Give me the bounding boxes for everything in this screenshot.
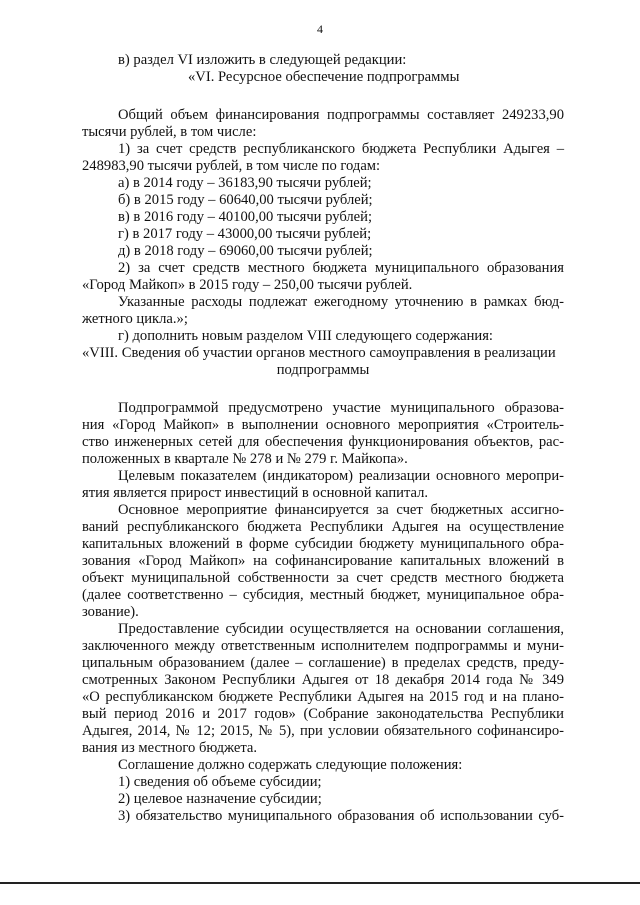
text-line: 248983,90 тысячи рублей, в том числе по годам: (82, 158, 381, 174)
text-line: д) в 2018 году – 69060,00 тысячи рублей; (118, 243, 373, 259)
text-line: объект муниципальной собственности за счет средств местного бюджета (82, 570, 564, 586)
text-line: вания из местного бюджета. (82, 740, 258, 756)
text-line: а) в 2014 году – 36183,90 тысячи рублей; (118, 175, 372, 191)
text-line: ство инженерных сетей для обеспечения функционирования объектов, рас- (82, 434, 564, 450)
text-line: Подпрограммой предусмотрено участие муниципального образова- (118, 400, 564, 416)
text-line: (далее соответственно – субсидия, местный бюджет, муниципальное обра- (82, 587, 564, 603)
text-line: б) в 2015 году – 60640,00 тысячи рублей; (118, 192, 373, 208)
text-line: капитальных вложений в форме субсидии бюджету муниципального обра- (82, 536, 564, 552)
text-line: заключенного между ответственным исполнителем подпрограммы и муни- (82, 638, 564, 654)
text-line: г) в 2017 году – 43000,00 тысячи рублей; (118, 226, 372, 242)
text-line: Предоставление субсидии осуществляется на основании соглашения, (118, 621, 564, 637)
text-line: ципальным образованием (далее – соглашение) в пределах средств, преду- (82, 655, 564, 671)
text-line: ятия является прирост инвестиций в основной капитал. (82, 485, 429, 501)
page-number: 4 (317, 22, 323, 36)
text-line: 2) за счет средств местного бюджета муниципального образования (118, 260, 564, 276)
text-line: г) дополнить новым разделом VIII следующего содержания: (118, 328, 493, 344)
text-line: Указанные расходы подлежат ежегодному уточнению в рамках бюд- (118, 294, 564, 310)
text-line: Целевым показателем (индикатором) реализации основного меропри- (118, 468, 564, 484)
text-line: 3) обязательство муниципального образования об использовании суб- (118, 808, 564, 824)
text-line: 1) сведения об объеме субсидии; (118, 774, 322, 790)
section-heading: подпрограммы (276, 362, 370, 378)
text-line: Общий объем финансирования подпрограммы составляет 249233,90 (118, 107, 564, 123)
text-line: 1) за счет средств республиканского бюджета Республики Адыгея – (118, 141, 564, 157)
text-line: вый период 2016 и 2017 годов» (Собрание законодательства Республики (82, 706, 564, 722)
text-line: «Город Майкоп» в 2015 году – 250,00 тысячи рублей. (82, 277, 413, 293)
text-line: жетного цикла.»; (82, 311, 188, 327)
text-line: смотренных Законом Республики Адыгея от 18 декабря 2014 года № 349 (82, 672, 564, 688)
section-heading: «VI. Ресурсное обеспечение подпрограммы (188, 69, 460, 85)
text-line: 2) целевое назначение субсидии; (118, 791, 322, 807)
text-line: Адыгея, 2014, № 12; 2015, № 5), при условии обязательного софинансиро- (82, 723, 564, 739)
scan-edge-line (0, 882, 640, 884)
text-line: положенных в квартале № 278 и № 279 г. Майкопа». (82, 451, 408, 467)
text-line: в) раздел VI изложить в следующей редакции: (118, 52, 407, 68)
text-line: тысячи рублей, в том числе: (82, 124, 257, 140)
text-line: Основное мероприятие финансируется за счет бюджетных ассигно- (118, 502, 564, 518)
text-line: ния «Город Майкоп» в выполнении основного мероприятия «Строитель- (82, 417, 564, 433)
section-heading: «VIII. Сведения об участии органов местного самоуправления в реализации (82, 345, 556, 361)
text-line: ваний республиканского бюджета Республики Адыгея на осуществление (82, 519, 564, 535)
text-line: зование). (82, 604, 139, 620)
text-line: «О республиканском бюджете Республики Адыгея на 2015 год и на плано- (82, 689, 564, 705)
text-line: в) в 2016 году – 40100,00 тысячи рублей; (118, 209, 373, 225)
text-line: Соглашение должно содержать следующие положения: (118, 757, 463, 773)
text-line: зования «Город Майкоп» на софинансирование капитальных вложений в (82, 553, 564, 569)
